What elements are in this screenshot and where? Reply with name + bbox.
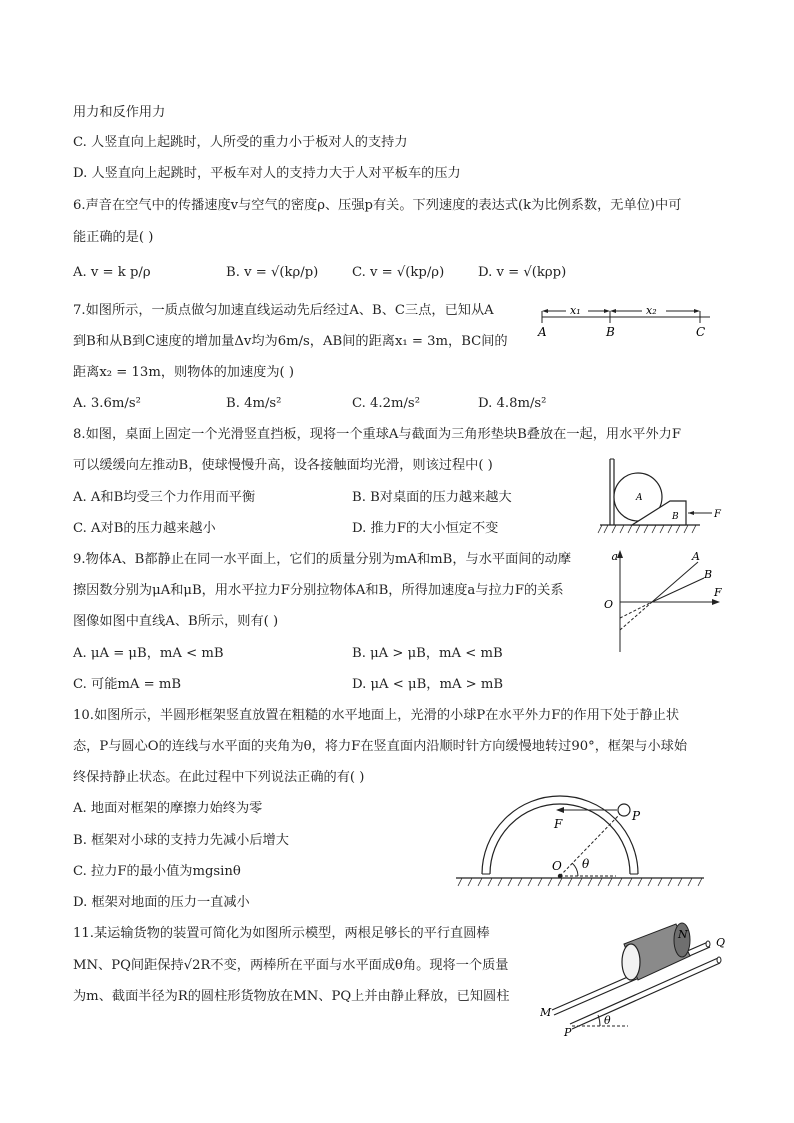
point-b-label: B	[606, 325, 615, 339]
force-f-label: F	[714, 509, 721, 520]
question-9-stem: 9.物体A、B都静止在同一水平面上，它们的质量分别为mA和mB，与水平面间的动摩	[73, 552, 572, 567]
point-a-label: A	[538, 325, 547, 339]
line-b-label: B	[704, 568, 713, 581]
force-f-label: F	[554, 817, 563, 831]
center-o-label: O	[552, 859, 562, 873]
q8-option-c: C. A对B的压力越来越小	[73, 521, 216, 536]
x1-label: x₁	[570, 304, 581, 317]
question-9-stem-cont: 擦因数分别为μA和μB，用水平拉力F分别拉物体A和B，所得加速度a与拉力F的关系	[73, 583, 564, 598]
wedge-b-label: B	[672, 512, 679, 522]
figure-q10-frame	[456, 790, 716, 892]
angle-theta-label: θ	[604, 1014, 611, 1027]
figure-q7-line	[530, 298, 720, 344]
question-11-stem-cont2: 为m、截面半径为R的圆柱形货物放在MN、PQ上并由静止释放，已知圆柱	[73, 989, 510, 1004]
text-line: 用力和反作用力	[73, 105, 166, 120]
q6-option-b: B. v = √(kρ/p)	[226, 265, 319, 280]
figure-q11-rods	[540, 922, 730, 1038]
q6-option-c: C. v = √(kp/ρ)	[352, 265, 445, 280]
q9-option-d: D. μA < μB，mA > mB	[352, 677, 504, 692]
rod-q-label: Q	[716, 936, 726, 949]
q10-option-d: D. 框架对地面的压力一直减小	[73, 895, 250, 910]
question-8-stem: 8.如图，桌面上固定一个光滑竖直挡板，现将一个重球A与截面为三角形垫块B叠放在一起，用水平外力F	[73, 427, 682, 442]
question-7-stem-cont2: 距离x₂ = 13m，则物体的加速度为( )	[73, 365, 294, 380]
question-10-stem-cont: 态，P与圆心O的连线与水平面的夹角为θ，将力F在竖直面内沿顺时针方向缓慢地转过90°，框架与小球始	[73, 739, 688, 754]
question-6-stem-cont: 能正确的是( )	[73, 230, 154, 245]
question-10-stem: 10.如图所示，半圆形框架竖直放置在粗糙的水平地面上，光滑的小球P在水平外力F的作用下处于静止状	[73, 708, 680, 723]
q5-option-c: C. 人竖直向上起跳时，人所受的重力小于板对人的支持力	[73, 135, 408, 150]
q9-option-a: A. μA = μB，mA < mB	[73, 646, 224, 661]
rod-m-label: M	[540, 1006, 552, 1019]
axis-a-label: a	[611, 550, 618, 563]
x2-label: x₂	[646, 304, 657, 317]
q7-option-a: A. 3.6m/s²	[73, 396, 141, 411]
question-7-stem: 7.如图所示，一质点做匀加速直线运动先后经过A、B、C三点，已知从A	[73, 303, 494, 318]
q6-option-d: D. v = √(kρp)	[478, 265, 567, 280]
figure-q8-ball-wedge	[596, 455, 726, 537]
q8-option-d: D. 推力F的大小恒定不变	[352, 521, 499, 536]
q9-option-c: C. 可能mA = mB	[73, 677, 182, 692]
q7-option-b: B. 4m/s²	[226, 396, 282, 411]
question-11-stem-cont: MN、PQ间距保持√2R不变，两棒所在平面与水平面成θ角。现将一个质量	[73, 958, 509, 973]
origin-label: O	[604, 598, 614, 611]
point-c-label: C	[696, 325, 706, 339]
ball-p-label: P	[632, 809, 641, 823]
q10-option-c: C. 拉力F的最小值为mgsinθ	[73, 864, 241, 879]
q8-option-b: B. B对桌面的压力越来越大	[352, 490, 512, 505]
angle-theta-label: θ	[582, 857, 590, 871]
question-9-stem-cont2: 图像如图中直线A、B所示，则有( )	[73, 614, 279, 629]
question-10-stem-cont2: 终保持静止状态。在此过程中下列说法正确的有( )	[73, 770, 365, 785]
axis-f-label: F	[714, 586, 722, 599]
q5-option-d: D. 人竖直向上起跳时，平板车对人的支持力大于人对平板车的压力	[73, 166, 461, 181]
question-11-stem: 11.某运输货物的装置可简化为如图所示模型，两根足够长的平行直圆棒	[73, 926, 490, 941]
q10-option-b: B. 框架对小球的支持力先减小后增大	[73, 833, 289, 848]
rod-n-label: N	[678, 928, 688, 941]
question-6-stem: 6.声音在空气中的传播速度v与空气的密度ρ、压强p有关。下列速度的表达式(k为比例系数，无单位)中可	[73, 198, 682, 213]
rod-p-label: P	[564, 1026, 572, 1038]
figure-q9-graph	[596, 548, 726, 654]
ball-a-label: A	[636, 493, 643, 503]
question-8-stem-cont: 可以缓缓向左推动B，使球慢慢升高，设各接触面均光滑，则该过程中( )	[73, 458, 493, 473]
q8-option-a: A. A和B均受三个力作用而平衡	[73, 490, 256, 505]
line-a-label: A	[692, 550, 700, 563]
q10-option-a: A. 地面对框架的摩擦力始终为零	[73, 801, 263, 816]
q6-option-a: A. v = k p/ρ	[73, 265, 151, 280]
q9-option-b: B. μA > μB，mA < mB	[352, 646, 503, 661]
q7-option-c: C. 4.2m/s²	[352, 396, 420, 411]
question-7-stem-cont: 到B和从B到C速度的增加量Δv均为6m/s，AB间的距离x₁ = 3m，BC间的	[73, 334, 508, 349]
q7-option-d: D. 4.8m/s²	[478, 396, 547, 411]
